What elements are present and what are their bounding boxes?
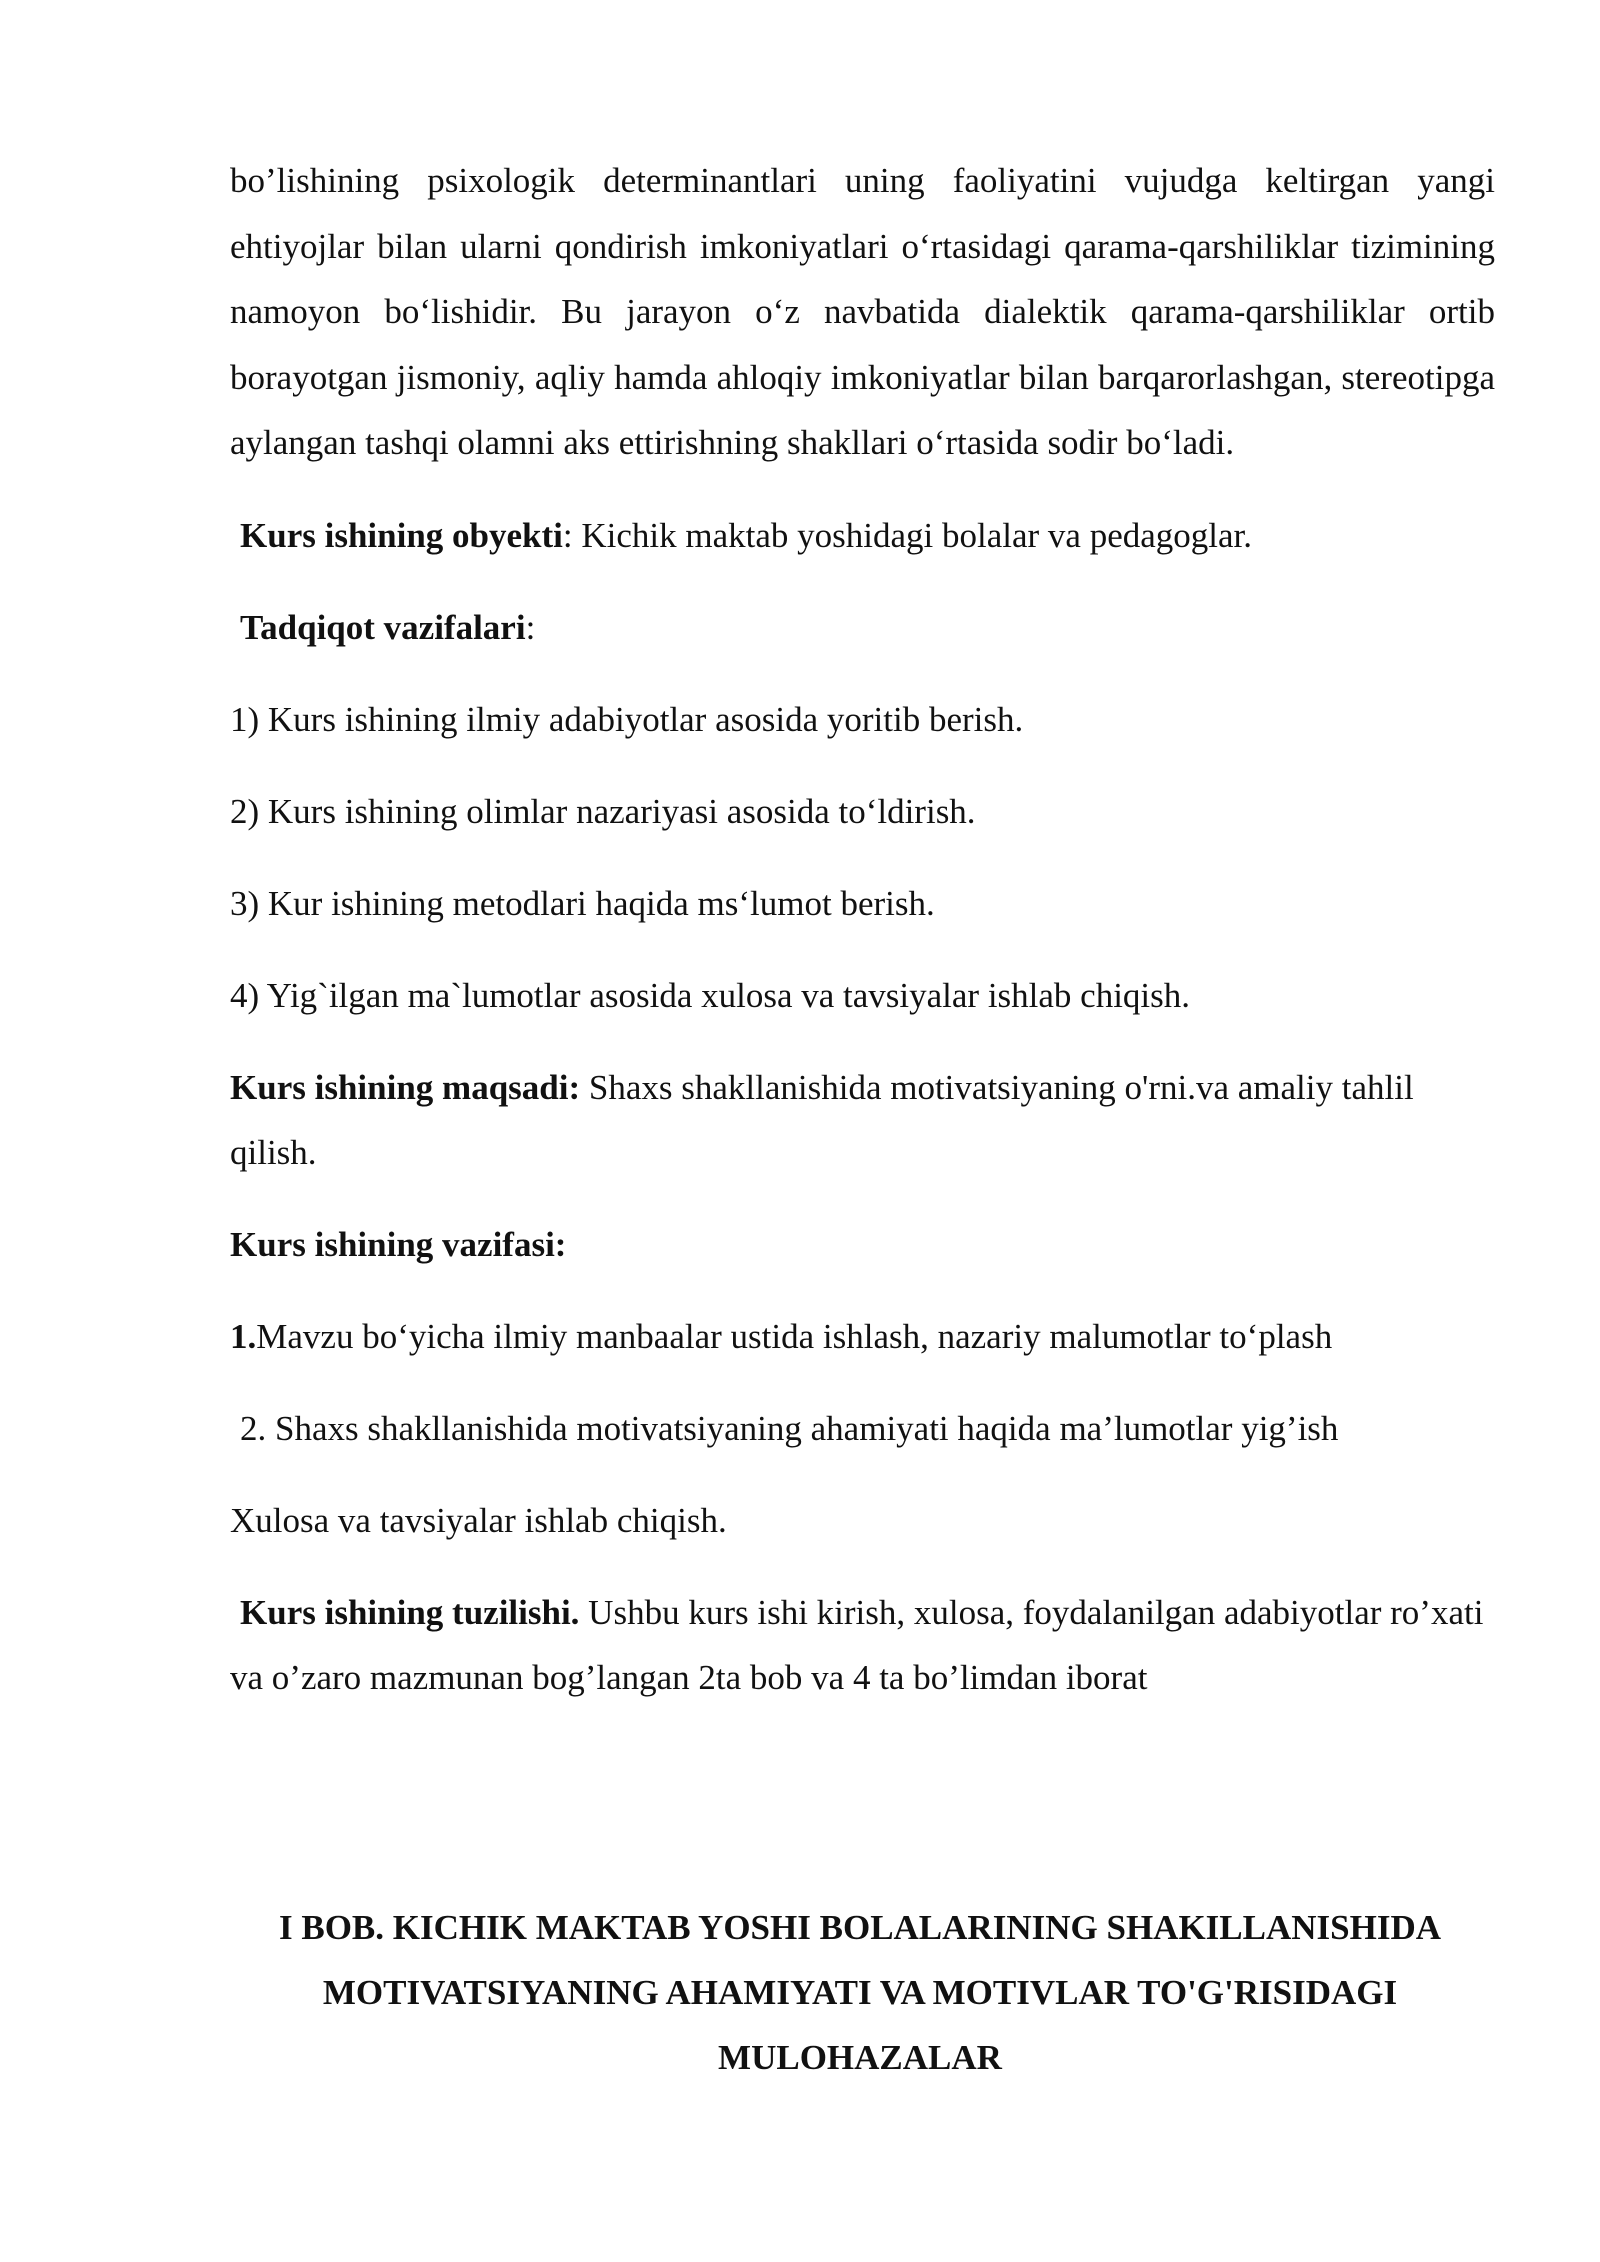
- structure-text: Ushbu kurs ishi kirish, xulosa, foydalanilgan adabiyotlar ro’xati va o’zaro mazmunan bog’langan 2ta bob va 4 ta bo’limdan iborat: [230, 1592, 1484, 1697]
- goal-label: Kurs ishining maqsadi:: [230, 1067, 581, 1107]
- duty-item-1-number: 1.: [230, 1316, 257, 1356]
- task-item-1: 1) Kurs ishining ilmiy adabiyotlar asosida yoritib berish.: [230, 699, 1024, 739]
- task-item-2: 2) Kurs ishining olimlar nazariyasi asosida to‘ldirish.: [230, 791, 976, 831]
- intro-paragraph: bo’lishining psixologik determinantlari uning faoliyatini vujudga keltirgan yangi ehtiyojlar bilan ularni qondirish imkoniyatlari o‘rtasidagi qarama-qarshiliklar tizimining namoyon bo‘lishidir. Bu jarayon o‘z navbatida dialektik qarama-qarshiliklar ortib borayotgan jismoniy, aqliy hamda ahloqiy imkoniyatlar bilan barqarorlashgan, stereotipga aylangan tashqi olamni aks ettirishning shakllari o‘rtasida sodir bo‘ladi.: [230, 161, 1495, 462]
- task-item-3: 3) Kur ishining metodlari haqida ms‘lumot berish.: [230, 883, 935, 923]
- goal-paragraph: [230, 1055, 1440, 1185]
- structure-paragraph: [230, 1580, 1490, 1710]
- chapter-heading: I BOB. KICHIK MAKTAB YOSHI BOLALARINING SHAKILLANISHIDA MOTIVATSIYANING AHAMIYATI VA MOTIVLAR TO'G'RISIDAGI MULOHAZALAR: [278, 1908, 1442, 2077]
- document-page: [230, 148, 1495, 1710]
- duty-label: Kurs ishining vazifasi:: [230, 1224, 567, 1264]
- task-item-4: 4) Yig`ilgan ma`lumotlar asosida xulosa va tavsiyalar ishlab chiqish.: [230, 975, 1191, 1015]
- object-paragraph: [230, 503, 1495, 568]
- duty-item-2: 2. Shaxs shakllanishida motivatsiyaning ahamiyati haqida ma’lumotlar yig’ish: [240, 1408, 1339, 1448]
- tasks-label-suffix: :: [525, 607, 536, 647]
- tasks-label: Tadqiqot vazifalari: [240, 607, 526, 647]
- tasks-heading: [230, 595, 1495, 660]
- structure-label: Kurs ishining tuzilishi.: [240, 1592, 580, 1632]
- duty-item-3: Xulosa va tavsiyalar ishlab chiqish.: [230, 1500, 727, 1540]
- duty-item-1-text: Mavzu bo‘yicha ilmiy manbaalar ustida ishlash, nazariy malumotlar to‘plash: [256, 1316, 1333, 1356]
- object-label: Kurs ishining obyekti: [240, 515, 563, 555]
- object-text: : Kichik maktab yoshidagi bolalar va pedagoglar.: [562, 515, 1253, 555]
- goal-text: Shaxs shakllanishida motivatsiyaning o'rni.va amaliy tahlil qilish.: [230, 1067, 1414, 1172]
- duty-item-1: [230, 1304, 1495, 1369]
